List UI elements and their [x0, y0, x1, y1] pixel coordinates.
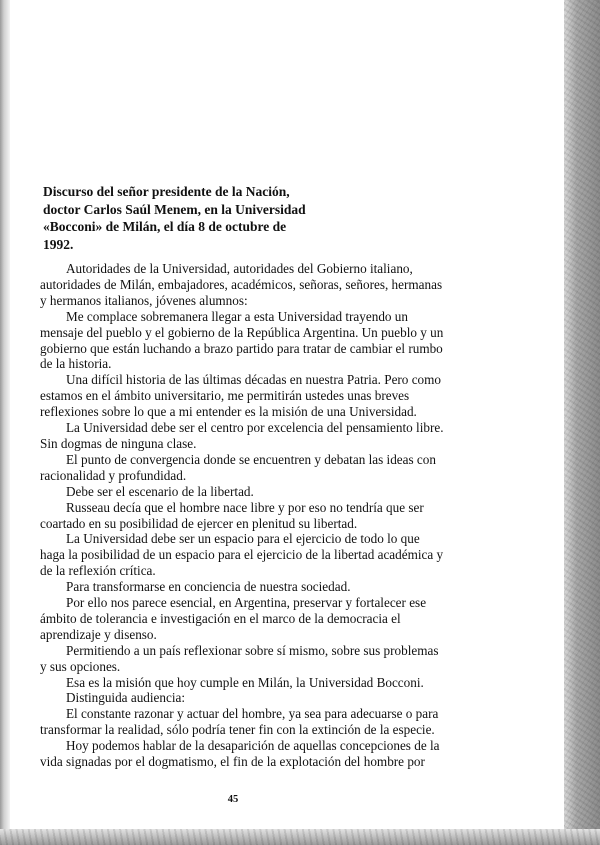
- paragraph: [40, 690, 460, 706]
- text-line: La Universidad debe ser un espacio para el ejercicio de todo lo que: [66, 531, 420, 547]
- paragraph-greeting: [40, 261, 460, 309]
- text-line: ámbito de tolerancia e investigación en el marco de la democracia el: [40, 610, 401, 626]
- text-line: Debe ser el escenario de la libertad.: [66, 483, 254, 499]
- scan-edge-right: [564, 0, 600, 845]
- text-line: estamos en el ámbito universitario, me permitirán ustedes unas breves: [40, 388, 410, 404]
- text-line: El punto de convergencia donde se encuentren y debatan las ideas con: [66, 451, 436, 467]
- text-line: Autoridades de la Universidad, autoridades del Gobierno italiano,: [66, 261, 413, 276]
- paragraph: [40, 309, 460, 373]
- paragraph: [40, 579, 460, 595]
- paragraph: [40, 484, 460, 500]
- text-line: Me complace sobremanera llegar a esta Universidad trayendo un: [66, 308, 408, 324]
- paragraph: [40, 643, 460, 675]
- text-line: Por ello nos parece esencial, en Argentina, preservar y fortalecer ese: [66, 595, 427, 611]
- text-line: Para transformarse en conciencia de nuestra sociedad.: [66, 579, 351, 595]
- speech-body: [40, 261, 460, 770]
- text-line: Distinguida audiencia:: [66, 690, 186, 706]
- scan-edge-bottom: [0, 829, 600, 845]
- text-line: Esa es la misión que hoy cumple en Milán, la Universidad Bocconi.: [66, 674, 424, 690]
- paragraph: [40, 372, 460, 420]
- text-line: de la historia.: [40, 356, 112, 372]
- text-line: Permitiendo a un país reflexionar sobre sí mismo, sobre sus problemas: [66, 642, 439, 658]
- speech-title-line: Discurso del señor presidente de la Nación,: [43, 184, 290, 199]
- text-line: Sin dogmas de ninguna clase.: [40, 435, 197, 451]
- text-line: Una difícil historia de las últimas décadas en nuestra Patria. Pero como: [66, 372, 442, 388]
- paragraph: [40, 420, 460, 452]
- paragraph: [40, 452, 460, 484]
- paragraph: [40, 738, 460, 770]
- text-line: mensaje del pueblo y el gobierno de la República Argentina. Un pueblo y un: [40, 324, 444, 340]
- speech-title-line: doctor Carlos Saúl Menem, en la Universidad: [43, 201, 306, 217]
- text-line: coartado en su posibilidad de ejercer en plenitud su libertad.: [40, 515, 358, 531]
- scan-edge-left: [0, 0, 10, 845]
- text-line: gobierno que están luchando a brazo partido para tratar de cambiar el rumbo: [40, 340, 443, 356]
- paragraph: [40, 675, 460, 691]
- text-line: autoridades de Milán, embajadores, académicos, señoras, señores, hermanas: [40, 276, 443, 292]
- text-line: La Universidad debe ser el centro por excelencia del pensamiento libre.: [66, 420, 444, 436]
- paragraph: [40, 595, 460, 643]
- text-line: transformar la realidad, sólo podría tener fin con la extinción de la especie.: [40, 722, 435, 738]
- text-line: haga la posibilidad de un espacio para el ejercicio de la libertad académica y: [40, 547, 444, 563]
- text-line: de la reflexión crítica.: [40, 563, 156, 579]
- text-line: y hermanos italianos, jóvenes alumnos:: [40, 292, 248, 308]
- text-line: Russeau decía que el hombre nace libre y por eso no tendría que ser: [66, 499, 424, 515]
- text-line: El constante razonar y actuar del hombre, ya sea para adecuarse o para: [66, 706, 439, 722]
- text-line: reflexiones sobre lo que a mi entender es la misión de una Universidad.: [40, 404, 417, 420]
- speech-title-line: «Bocconi» de Milán, el día 8 de octubre de: [43, 219, 287, 234]
- paragraph: [40, 500, 460, 532]
- paragraph: [40, 706, 460, 738]
- text-line: aprendizaje y disenso.: [40, 626, 157, 642]
- speech-title-line: 1992.: [43, 236, 74, 252]
- text-line: Hoy podemos hablar de la desaparición de aquellas concepciones de la: [66, 738, 440, 754]
- text-line: y sus opciones.: [40, 658, 121, 674]
- page-number: 45: [227, 794, 239, 805]
- speech-title: [43, 183, 333, 253]
- document-page: [12, 0, 564, 829]
- paragraph: [40, 531, 460, 579]
- text-line: racionalidad y profundidad.: [40, 467, 187, 483]
- text-line: vida signadas por el dogmatismo, el fin de la explotación del hombre por: [40, 754, 425, 770]
